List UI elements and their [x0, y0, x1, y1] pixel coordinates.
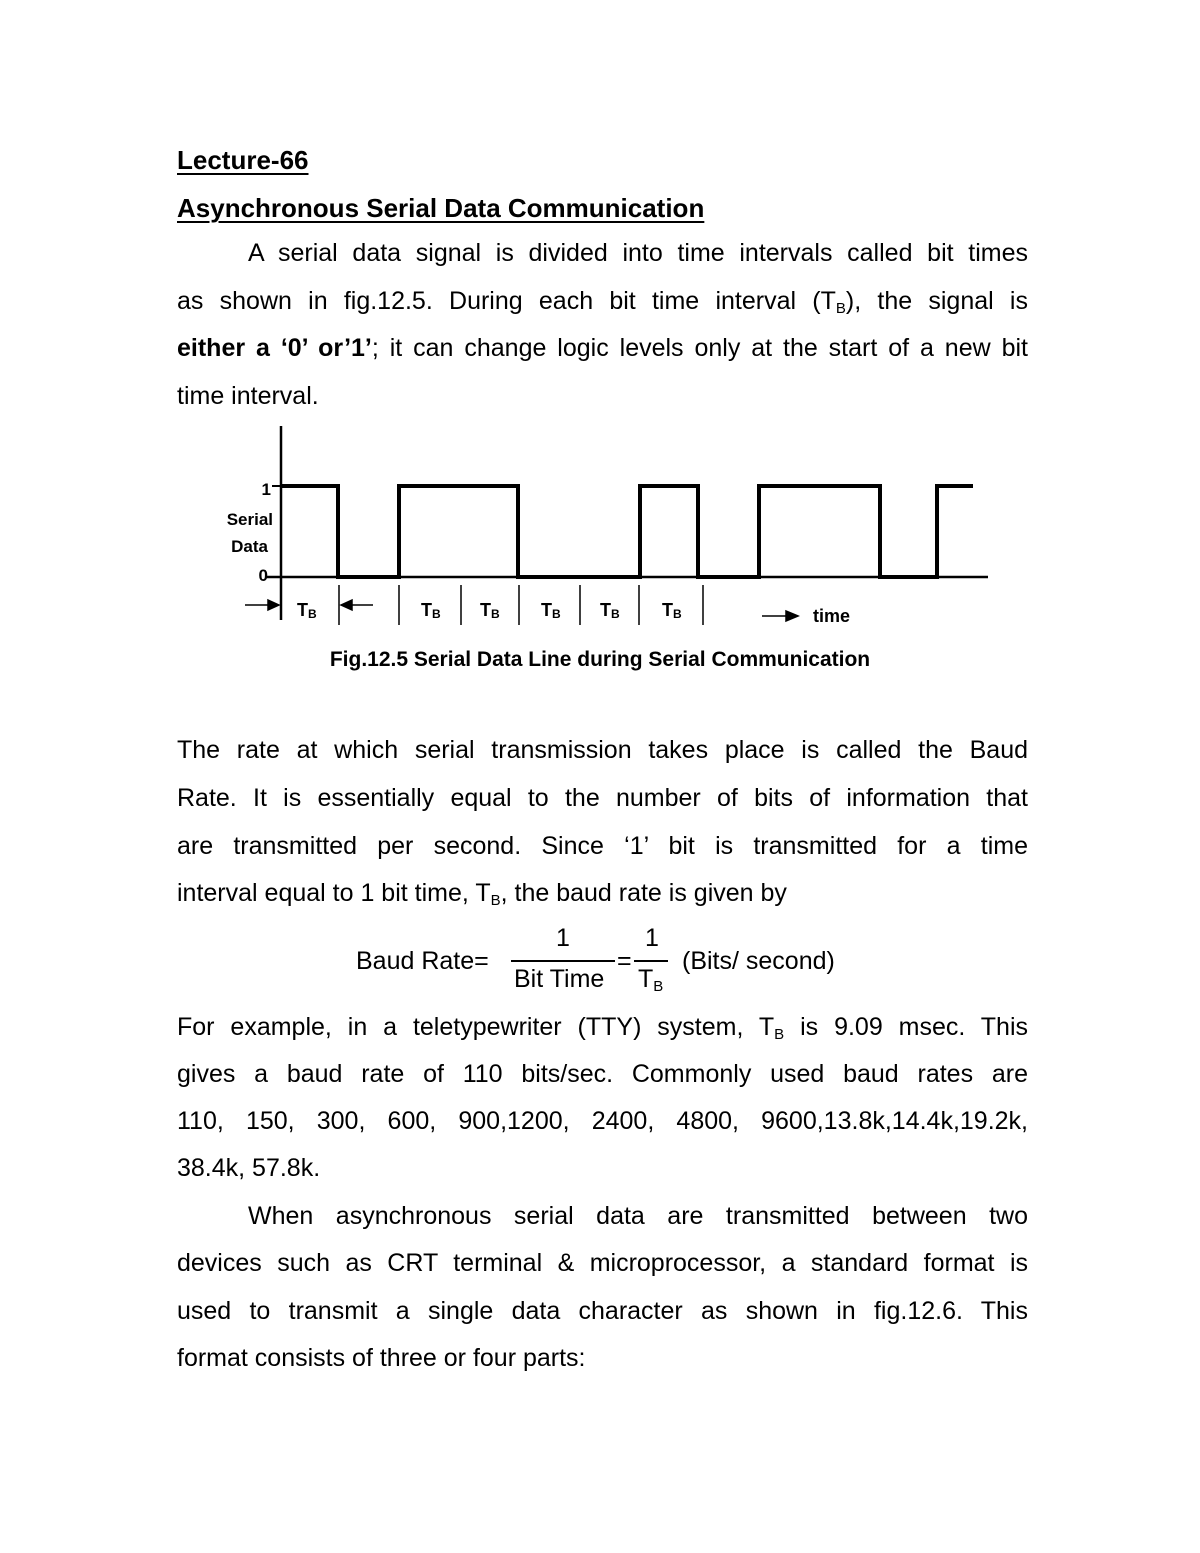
para2-line1: The rate at which serial transmission takes place is called the Baud	[177, 736, 1028, 764]
formula-lhs: Baud Rate=	[356, 947, 489, 975]
y-label-data: Data	[231, 537, 268, 556]
tb-label: TB	[480, 600, 500, 621]
para4-line3: used to transmit a single data character as shown in fig.12.6. This	[177, 1297, 1028, 1325]
para1-line1: A serial data signal is divided into time intervals called bit times	[248, 239, 1028, 267]
y-label-1: 1	[261, 480, 271, 499]
time-label: time	[813, 606, 851, 626]
para2-line4: interval equal to 1 bit time, $T_B$, the baud rate is given by	[177, 879, 787, 909]
para2-line3: are transmitted per second. Since ‘1’ bit is transmitted for a time	[177, 832, 1028, 860]
lecture-heading: Lecture-66	[177, 145, 309, 175]
formula-unit: (Bits/ second)	[682, 947, 835, 975]
tb-labels	[297, 600, 682, 621]
baud-rate-formula	[0, 924, 1200, 994]
para1-line3: either a ‘0’ or’1’; it can change logic levels only at the start of a new bit	[177, 334, 1028, 362]
fraction-bar-2	[634, 960, 668, 962]
formula-numerator-1: 1	[556, 924, 570, 952]
para3-line4: 38.4k, 57.8k.	[177, 1154, 321, 1182]
formula-numerator-2: 1	[645, 924, 659, 952]
para4-line2: devices such as CRT terminal & microprocessor, a standard format is	[177, 1249, 1028, 1277]
y-label-serial: Serial	[226, 510, 273, 529]
formula-equals: =	[617, 947, 632, 975]
serial-data-waveform-figure	[0, 0, 1200, 640]
section-title: Asynchronous Serial Data Communication	[177, 193, 705, 223]
para1-line4: time interval.	[177, 382, 319, 410]
tb-label: TB	[600, 600, 620, 621]
tb-label: TB	[297, 600, 317, 621]
formula-denominator-2: $T_B$	[638, 965, 664, 995]
tb-label: TB	[541, 600, 561, 621]
tb-label: TB	[421, 600, 441, 621]
para3-line3: 110, 150, 300, 600, 900,1200, 2400, 4800, 9600,13.8k,14.4k,19.2k,	[177, 1107, 1028, 1135]
para1-line2: as shown in fig.12.5. During each bit time interval $(T_B)$, the signal is	[177, 287, 1028, 317]
para2-line2: Rate. It is essentially equal to the number of bits of information that	[177, 784, 1028, 812]
fraction-bar-1	[511, 960, 615, 962]
para3-line1: For example, in a teletypewriter (TTY) system, $T_B$ is 9.09 msec. This	[177, 1013, 1028, 1043]
para4-line4: format consists of three or four parts:	[177, 1344, 586, 1372]
figure-caption: Fig.12.5 Serial Data Line during Serial Communication	[329, 648, 871, 671]
para3-line2: gives a baud rate of 110 bits/sec. Commonly used baud rates are	[177, 1060, 1028, 1088]
tb-arrows	[245, 600, 798, 621]
interval-dividers	[339, 585, 703, 625]
y-label-0: 0	[258, 566, 268, 585]
formula-denominator-1: Bit Time	[514, 965, 605, 993]
serial-data-waveform	[281, 486, 973, 577]
tb-label: TB	[662, 600, 682, 621]
para4-line1: When asynchronous serial data are transmitted between two	[248, 1202, 1028, 1230]
